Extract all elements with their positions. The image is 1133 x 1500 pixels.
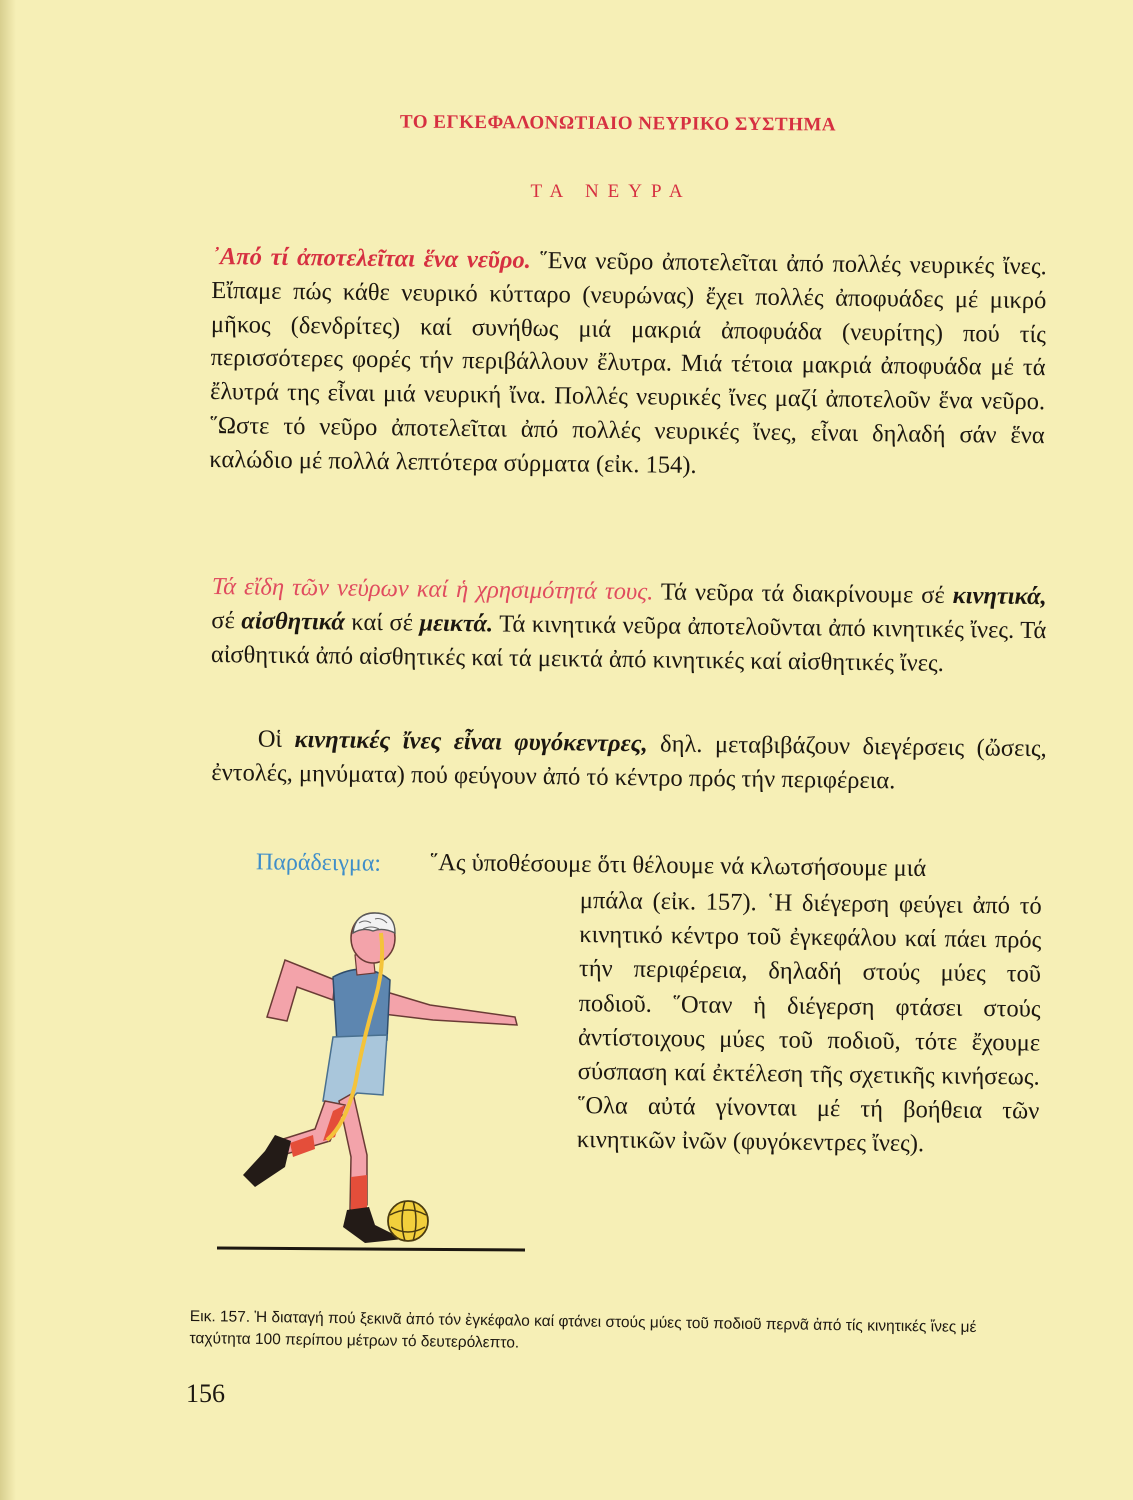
figure-caption: Εικ. 157. Ἡ διαταγή πού ξεκινᾶ ἀπό τόν ἐγκέφαλο καί φτάνει στούς μύες τοῦ ποδιοῦ περνᾶ ἀπό τίς κινητικές ἴνες μέ ταχύτητα 100 περίπου μέτρων τό δευτερόλεπτο.	[189, 1307, 977, 1352]
paragraph-nerve-types	[211, 570, 1047, 682]
paragraph-text: σέ	[211, 606, 236, 635]
paragraph-body-text: ῞Ενα νεῦρο ἀποτελεῖται ἀπό πολλές νευρικές ἴνες. Εἴπαμε πώς κάθε νευρικό κύτταρο (νευρώνας) ἔχει πολλές ἀποφυάδες μέ μικρό μῆκος (δενδρίτες) καί συνήθως μιά μακριά ἀποφυάδα (νευρίτης) πού τίς περισσότερες φορές τήν περιβάλλουν ἔλυτρα. Μιά τέτοια μακριά ἀποφυάδα μέ τά ἔλυτρά της εἶναι μιά νευρική ἴνα. Πολλές νευρικές ἴνες μαζί ἀποτελοῦν ἕνα νεῦρο. ῞Ωστε τό νεῦρο ἀποτελεῖται ἀπό πολλές νευρικές ἴνες, εἶναι δηλαδή σάν ἕνα καλώδιο μέ πολλά λεπτότερα σύρματα (εἰκ. 154).	[209, 247, 1047, 479]
page-number: 156	[186, 1379, 225, 1408]
paragraph-text: Τά νεῦρα τά διακρίνουμε σέ	[660, 578, 945, 609]
page-binding-edge	[0, 0, 16, 1500]
paragraph-nerve-composition	[209, 240, 1047, 487]
paragraph-text: Τά κινητικά νεῦρα ἀποτελοῦνται ἀπό κινητικές ἴνες. Τά αἰσθητικά ἀπό αἰσθητικές καί τά μεικτά ἀπό κινητικές καί αἰσθητικές ἴνες.	[210, 610, 1047, 677]
section-title: ΤΑ ΝΕΥΡΑ	[530, 181, 692, 202]
paragraph-text: καί σέ	[351, 608, 414, 637]
term-motor-fibers: κινητικές ἴνες εἶναι φυγόκεντρες,	[294, 726, 648, 758]
paragraph-text: δηλ. μεταβιβάζουν διεγέρσεις (ὤσεις, ἐντολές, μηνύματα) πού φεύγουν ἀπό τό κέντρο πρός τήν περιφέρεια.	[211, 730, 1047, 795]
example-body-text: μπάλα (εἰκ. 157). ῾Η διέγερση φεύγει ἀπό τό κινητικό κέντρο τοῦ ἐγκεφάλου καί πάει πρός τήν περιφέρεια, δηλαδή στούς μύες τοῦ ποδιοῦ. ῞Οταν ἡ διέγερση φτάσει στούς ἀντίστοιχους μύες τοῦ ποδιοῦ, τότε ἔχουμε σύσπαση καί ἐκτέλεση τῆς σχετικῆς κινήσεως. ῞Ολα αὐτά γίνονται μέ τή βοήθεια τῶν κινητικῶν ἰνῶν (φυγόκεντρες ἴνες).	[576, 886, 1042, 1158]
example-label: Παράδειγμα:	[255, 849, 382, 877]
football-player-kicking-ball-icon	[215, 905, 535, 1260]
term-mixed: μεικτά.	[419, 609, 494, 638]
paragraph-motor-fibers	[211, 722, 1047, 800]
paragraph-text: Οἱ	[257, 725, 283, 753]
chapter-header-title: ΤΟ ΕΓΚΕΦΑΛΟΝΩΤΙΑΙΟ ΝΕΥΡΙΚΟ ΣΥΣΤΗΜΑ	[399, 111, 837, 136]
paragraph-lead-heading: ᾿Από τί ἀποτελεῖται ἕνα νεῦρο.	[211, 242, 532, 274]
term-sensory: αἰσθητικά	[241, 607, 346, 636]
example-first-line: ῞Ας ὑποθέσουμε ὅτι θέλουμε νά κλωτσήσουμε μιά	[429, 848, 927, 883]
term-motor: κινητικά,	[952, 582, 1047, 611]
paragraph-lead-heading: Τά εἴδη τῶν νεύρων καί ἡ χρησιμότητά τους.	[211, 572, 654, 606]
